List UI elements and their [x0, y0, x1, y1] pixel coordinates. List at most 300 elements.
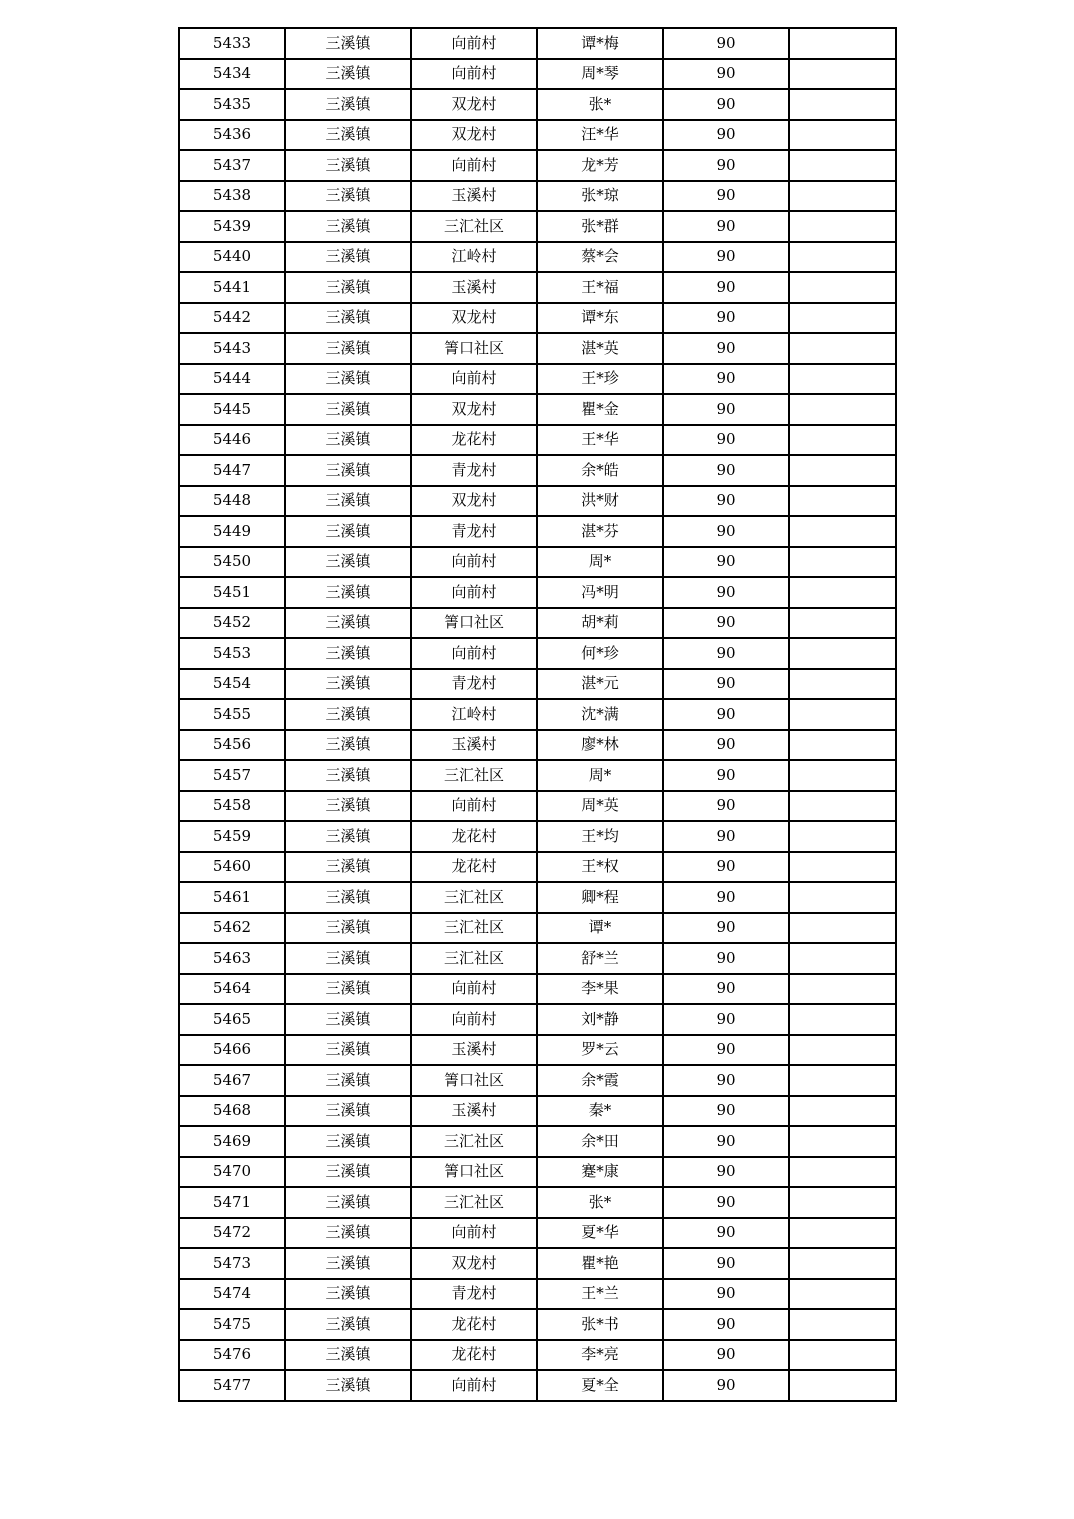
cell-town: 三溪镇 [285, 638, 411, 669]
cell-name: 王*权 [537, 852, 663, 883]
cell-name: 瞿*艳 [537, 1248, 663, 1279]
cell-note [789, 1218, 896, 1249]
cell-note [789, 242, 896, 273]
table-row [179, 120, 896, 151]
cell-note [789, 1096, 896, 1127]
cell-name: 王*福 [537, 272, 663, 303]
cell-village: 双龙村 [411, 1248, 537, 1279]
cell-town: 三溪镇 [285, 1126, 411, 1157]
cell-note [789, 1157, 896, 1188]
cell-serial-number: 5453 [179, 638, 285, 669]
cell-town: 三溪镇 [285, 242, 411, 273]
table-row [179, 1126, 896, 1157]
cell-town: 三溪镇 [285, 608, 411, 639]
cell-serial-number: 5459 [179, 821, 285, 852]
cell-name: 舒*兰 [537, 943, 663, 974]
cell-town: 三溪镇 [285, 28, 411, 59]
cell-serial-number: 5436 [179, 120, 285, 151]
table-row [179, 760, 896, 791]
cell-village: 龙花村 [411, 425, 537, 456]
data-table [178, 27, 897, 1402]
cell-name: 王*珍 [537, 364, 663, 395]
cell-note [789, 1309, 896, 1340]
cell-amount: 90 [663, 1126, 789, 1157]
cell-name: 冯*明 [537, 577, 663, 608]
cell-amount: 90 [663, 1279, 789, 1310]
cell-amount: 90 [663, 455, 789, 486]
cell-serial-number: 5460 [179, 852, 285, 883]
table-row [179, 1218, 896, 1249]
cell-town: 三溪镇 [285, 1065, 411, 1096]
table-row [179, 1370, 896, 1401]
cell-town: 三溪镇 [285, 1096, 411, 1127]
table-row [179, 455, 896, 486]
cell-name: 刘*静 [537, 1004, 663, 1035]
cell-serial-number: 5438 [179, 181, 285, 212]
cell-amount: 90 [663, 211, 789, 242]
cell-name: 洪*财 [537, 486, 663, 517]
cell-note [789, 1279, 896, 1310]
cell-village: 江岭村 [411, 242, 537, 273]
cell-village: 向前村 [411, 547, 537, 578]
cell-note [789, 1187, 896, 1218]
cell-note [789, 89, 896, 120]
cell-serial-number: 5435 [179, 89, 285, 120]
cell-village: 双龙村 [411, 303, 537, 334]
cell-serial-number: 5473 [179, 1248, 285, 1279]
table-row [179, 1157, 896, 1188]
cell-village: 向前村 [411, 1370, 537, 1401]
cell-note [789, 333, 896, 364]
cell-village: 箐口社区 [411, 1157, 537, 1188]
table-body [179, 28, 896, 1401]
cell-note [789, 913, 896, 944]
cell-town: 三溪镇 [285, 120, 411, 151]
cell-name: 汪*华 [537, 120, 663, 151]
cell-note [789, 791, 896, 822]
cell-serial-number: 5468 [179, 1096, 285, 1127]
table-row [179, 59, 896, 90]
cell-village: 龙花村 [411, 1340, 537, 1371]
cell-serial-number: 5433 [179, 28, 285, 59]
cell-town: 三溪镇 [285, 425, 411, 456]
cell-serial-number: 5466 [179, 1035, 285, 1066]
cell-village: 向前村 [411, 638, 537, 669]
cell-town: 三溪镇 [285, 1279, 411, 1310]
cell-note [789, 150, 896, 181]
cell-name: 谭* [537, 913, 663, 944]
table-row [179, 669, 896, 700]
cell-village: 龙花村 [411, 821, 537, 852]
cell-name: 谭*梅 [537, 28, 663, 59]
cell-village: 向前村 [411, 59, 537, 90]
table-row [179, 577, 896, 608]
cell-village: 双龙村 [411, 486, 537, 517]
cell-amount: 90 [663, 516, 789, 547]
cell-note [789, 364, 896, 395]
cell-town: 三溪镇 [285, 211, 411, 242]
table-row [179, 1340, 896, 1371]
cell-town: 三溪镇 [285, 882, 411, 913]
cell-amount: 90 [663, 760, 789, 791]
table-row [179, 211, 896, 242]
cell-name: 王*华 [537, 425, 663, 456]
cell-town: 三溪镇 [285, 455, 411, 486]
cell-name: 湛*芬 [537, 516, 663, 547]
cell-note [789, 455, 896, 486]
cell-village: 箐口社区 [411, 608, 537, 639]
table-row [179, 272, 896, 303]
table-row [179, 882, 896, 913]
cell-village: 江岭村 [411, 699, 537, 730]
cell-serial-number: 5452 [179, 608, 285, 639]
table-row [179, 1035, 896, 1066]
cell-amount: 90 [663, 882, 789, 913]
cell-amount: 90 [663, 1065, 789, 1096]
cell-name: 周*英 [537, 791, 663, 822]
cell-amount: 90 [663, 1218, 789, 1249]
cell-serial-number: 5461 [179, 882, 285, 913]
cell-name: 周* [537, 760, 663, 791]
cell-village: 双龙村 [411, 89, 537, 120]
cell-serial-number: 5434 [179, 59, 285, 90]
cell-note [789, 120, 896, 151]
cell-note [789, 577, 896, 608]
cell-amount: 90 [663, 181, 789, 212]
cell-name: 卿*程 [537, 882, 663, 913]
cell-note [789, 394, 896, 425]
cell-name: 张* [537, 89, 663, 120]
cell-town: 三溪镇 [285, 1340, 411, 1371]
cell-serial-number: 5449 [179, 516, 285, 547]
cell-town: 三溪镇 [285, 699, 411, 730]
cell-amount: 90 [663, 821, 789, 852]
cell-serial-number: 5471 [179, 1187, 285, 1218]
cell-village: 三汇社区 [411, 211, 537, 242]
cell-town: 三溪镇 [285, 547, 411, 578]
cell-serial-number: 5469 [179, 1126, 285, 1157]
cell-serial-number: 5476 [179, 1340, 285, 1371]
cell-amount: 90 [663, 638, 789, 669]
table-row [179, 1187, 896, 1218]
cell-village: 三汇社区 [411, 1126, 537, 1157]
table-row [179, 608, 896, 639]
cell-serial-number: 5474 [179, 1279, 285, 1310]
cell-note [789, 1004, 896, 1035]
table-row [179, 852, 896, 883]
cell-amount: 90 [663, 669, 789, 700]
cell-serial-number: 5444 [179, 364, 285, 395]
cell-name: 瞿*金 [537, 394, 663, 425]
cell-village: 青龙村 [411, 1279, 537, 1310]
table-row [179, 516, 896, 547]
cell-village: 玉溪村 [411, 730, 537, 761]
cell-name: 余*皓 [537, 455, 663, 486]
cell-serial-number: 5445 [179, 394, 285, 425]
cell-serial-number: 5447 [179, 455, 285, 486]
cell-name: 沈*满 [537, 699, 663, 730]
table-row [179, 943, 896, 974]
cell-town: 三溪镇 [285, 760, 411, 791]
cell-serial-number: 5470 [179, 1157, 285, 1188]
table-row [179, 364, 896, 395]
cell-note [789, 303, 896, 334]
cell-amount: 90 [663, 943, 789, 974]
cell-village: 龙花村 [411, 1309, 537, 1340]
cell-amount: 90 [663, 150, 789, 181]
cell-village: 向前村 [411, 577, 537, 608]
cell-name: 湛*英 [537, 333, 663, 364]
cell-serial-number: 5467 [179, 1065, 285, 1096]
cell-town: 三溪镇 [285, 943, 411, 974]
cell-name: 张*书 [537, 1309, 663, 1340]
table-row [179, 821, 896, 852]
table-row [179, 913, 896, 944]
cell-village: 玉溪村 [411, 1096, 537, 1127]
cell-town: 三溪镇 [285, 272, 411, 303]
cell-name: 张*群 [537, 211, 663, 242]
cell-village: 玉溪村 [411, 1035, 537, 1066]
cell-name: 王*兰 [537, 1279, 663, 1310]
cell-serial-number: 5462 [179, 913, 285, 944]
cell-village: 向前村 [411, 150, 537, 181]
cell-note [789, 730, 896, 761]
cell-town: 三溪镇 [285, 577, 411, 608]
cell-serial-number: 5437 [179, 150, 285, 181]
cell-amount: 90 [663, 272, 789, 303]
cell-town: 三溪镇 [285, 974, 411, 1005]
table-row [179, 638, 896, 669]
cell-name: 罗*云 [537, 1035, 663, 1066]
cell-name: 李*亮 [537, 1340, 663, 1371]
cell-town: 三溪镇 [285, 59, 411, 90]
cell-name: 廖*林 [537, 730, 663, 761]
cell-serial-number: 5455 [179, 699, 285, 730]
cell-amount: 90 [663, 577, 789, 608]
cell-name: 张*琼 [537, 181, 663, 212]
cell-note [789, 943, 896, 974]
cell-village: 双龙村 [411, 394, 537, 425]
cell-amount: 90 [663, 1096, 789, 1127]
cell-serial-number: 5456 [179, 730, 285, 761]
cell-note [789, 1370, 896, 1401]
cell-serial-number: 5442 [179, 303, 285, 334]
cell-amount: 90 [663, 1004, 789, 1035]
cell-village: 玉溪村 [411, 272, 537, 303]
cell-name: 夏*华 [537, 1218, 663, 1249]
cell-town: 三溪镇 [285, 852, 411, 883]
table-row [179, 486, 896, 517]
cell-serial-number: 5450 [179, 547, 285, 578]
cell-note [789, 882, 896, 913]
cell-town: 三溪镇 [285, 181, 411, 212]
cell-note [789, 638, 896, 669]
cell-note [789, 181, 896, 212]
cell-serial-number: 5472 [179, 1218, 285, 1249]
cell-serial-number: 5477 [179, 1370, 285, 1401]
cell-town: 三溪镇 [285, 486, 411, 517]
cell-note [789, 1065, 896, 1096]
cell-amount: 90 [663, 364, 789, 395]
cell-amount: 90 [663, 608, 789, 639]
cell-town: 三溪镇 [285, 333, 411, 364]
cell-amount: 90 [663, 1157, 789, 1188]
cell-name: 夏*全 [537, 1370, 663, 1401]
cell-town: 三溪镇 [285, 89, 411, 120]
cell-amount: 90 [663, 1309, 789, 1340]
cell-amount: 90 [663, 59, 789, 90]
cell-town: 三溪镇 [285, 730, 411, 761]
cell-amount: 90 [663, 791, 789, 822]
table-row [179, 425, 896, 456]
cell-town: 三溪镇 [285, 1309, 411, 1340]
cell-village: 双龙村 [411, 120, 537, 151]
data-table-container [178, 27, 895, 1402]
cell-amount: 90 [663, 1187, 789, 1218]
cell-note [789, 1126, 896, 1157]
cell-town: 三溪镇 [285, 1218, 411, 1249]
cell-serial-number: 5475 [179, 1309, 285, 1340]
cell-town: 三溪镇 [285, 150, 411, 181]
cell-town: 三溪镇 [285, 303, 411, 334]
cell-serial-number: 5463 [179, 943, 285, 974]
table-row [179, 1096, 896, 1127]
table-row [179, 181, 896, 212]
cell-note [789, 425, 896, 456]
cell-amount: 90 [663, 425, 789, 456]
cell-town: 三溪镇 [285, 1035, 411, 1066]
cell-village: 向前村 [411, 974, 537, 1005]
cell-note [789, 547, 896, 578]
cell-serial-number: 5465 [179, 1004, 285, 1035]
cell-village: 向前村 [411, 1218, 537, 1249]
cell-name: 龙*芳 [537, 150, 663, 181]
cell-note [789, 59, 896, 90]
cell-note [789, 1248, 896, 1279]
cell-amount: 90 [663, 28, 789, 59]
table-row [179, 89, 896, 120]
cell-village: 龙花村 [411, 852, 537, 883]
cell-note [789, 1340, 896, 1371]
cell-serial-number: 5448 [179, 486, 285, 517]
cell-serial-number: 5451 [179, 577, 285, 608]
cell-village: 青龙村 [411, 516, 537, 547]
table-row [179, 699, 896, 730]
cell-serial-number: 5441 [179, 272, 285, 303]
cell-town: 三溪镇 [285, 364, 411, 395]
table-row [179, 150, 896, 181]
cell-town: 三溪镇 [285, 394, 411, 425]
cell-name: 王*均 [537, 821, 663, 852]
table-row [179, 242, 896, 273]
cell-amount: 90 [663, 699, 789, 730]
cell-note [789, 608, 896, 639]
cell-note [789, 28, 896, 59]
cell-town: 三溪镇 [285, 791, 411, 822]
cell-name: 胡*莉 [537, 608, 663, 639]
cell-amount: 90 [663, 547, 789, 578]
cell-serial-number: 5439 [179, 211, 285, 242]
table-row [179, 1248, 896, 1279]
cell-amount: 90 [663, 852, 789, 883]
cell-village: 三汇社区 [411, 943, 537, 974]
cell-village: 向前村 [411, 1004, 537, 1035]
cell-amount: 90 [663, 394, 789, 425]
table-row [179, 1004, 896, 1035]
cell-village: 玉溪村 [411, 181, 537, 212]
table-row [179, 974, 896, 1005]
cell-town: 三溪镇 [285, 669, 411, 700]
cell-amount: 90 [663, 303, 789, 334]
cell-amount: 90 [663, 242, 789, 273]
table-row [179, 791, 896, 822]
cell-amount: 90 [663, 89, 789, 120]
cell-amount: 90 [663, 730, 789, 761]
cell-town: 三溪镇 [285, 1248, 411, 1279]
cell-note [789, 486, 896, 517]
table-row [179, 1309, 896, 1340]
cell-amount: 90 [663, 974, 789, 1005]
cell-amount: 90 [663, 333, 789, 364]
cell-note [789, 272, 896, 303]
cell-village: 三汇社区 [411, 882, 537, 913]
cell-name: 周* [537, 547, 663, 578]
table-row [179, 1065, 896, 1096]
cell-amount: 90 [663, 1340, 789, 1371]
cell-note [789, 974, 896, 1005]
cell-name: 余*霞 [537, 1065, 663, 1096]
cell-town: 三溪镇 [285, 913, 411, 944]
cell-amount: 90 [663, 1035, 789, 1066]
cell-amount: 90 [663, 1370, 789, 1401]
cell-amount: 90 [663, 1248, 789, 1279]
cell-note [789, 1035, 896, 1066]
cell-village: 向前村 [411, 791, 537, 822]
cell-village: 向前村 [411, 28, 537, 59]
cell-serial-number: 5454 [179, 669, 285, 700]
cell-town: 三溪镇 [285, 1370, 411, 1401]
cell-amount: 90 [663, 486, 789, 517]
cell-note [789, 760, 896, 791]
cell-village: 三汇社区 [411, 760, 537, 791]
cell-village: 三汇社区 [411, 1187, 537, 1218]
cell-name: 湛*元 [537, 669, 663, 700]
cell-village: 箐口社区 [411, 333, 537, 364]
cell-serial-number: 5443 [179, 333, 285, 364]
cell-serial-number: 5458 [179, 791, 285, 822]
table-row [179, 28, 896, 59]
cell-town: 三溪镇 [285, 821, 411, 852]
cell-village: 向前村 [411, 364, 537, 395]
cell-town: 三溪镇 [285, 1157, 411, 1188]
cell-town: 三溪镇 [285, 516, 411, 547]
cell-note [789, 821, 896, 852]
cell-name: 蔡*会 [537, 242, 663, 273]
cell-name: 周*琴 [537, 59, 663, 90]
table-row [179, 303, 896, 334]
cell-amount: 90 [663, 120, 789, 151]
cell-village: 箐口社区 [411, 1065, 537, 1096]
cell-amount: 90 [663, 913, 789, 944]
cell-serial-number: 5457 [179, 760, 285, 791]
cell-name: 张* [537, 1187, 663, 1218]
cell-serial-number: 5464 [179, 974, 285, 1005]
table-row [179, 394, 896, 425]
cell-name: 余*田 [537, 1126, 663, 1157]
cell-note [789, 852, 896, 883]
cell-note [789, 669, 896, 700]
cell-name: 李*果 [537, 974, 663, 1005]
